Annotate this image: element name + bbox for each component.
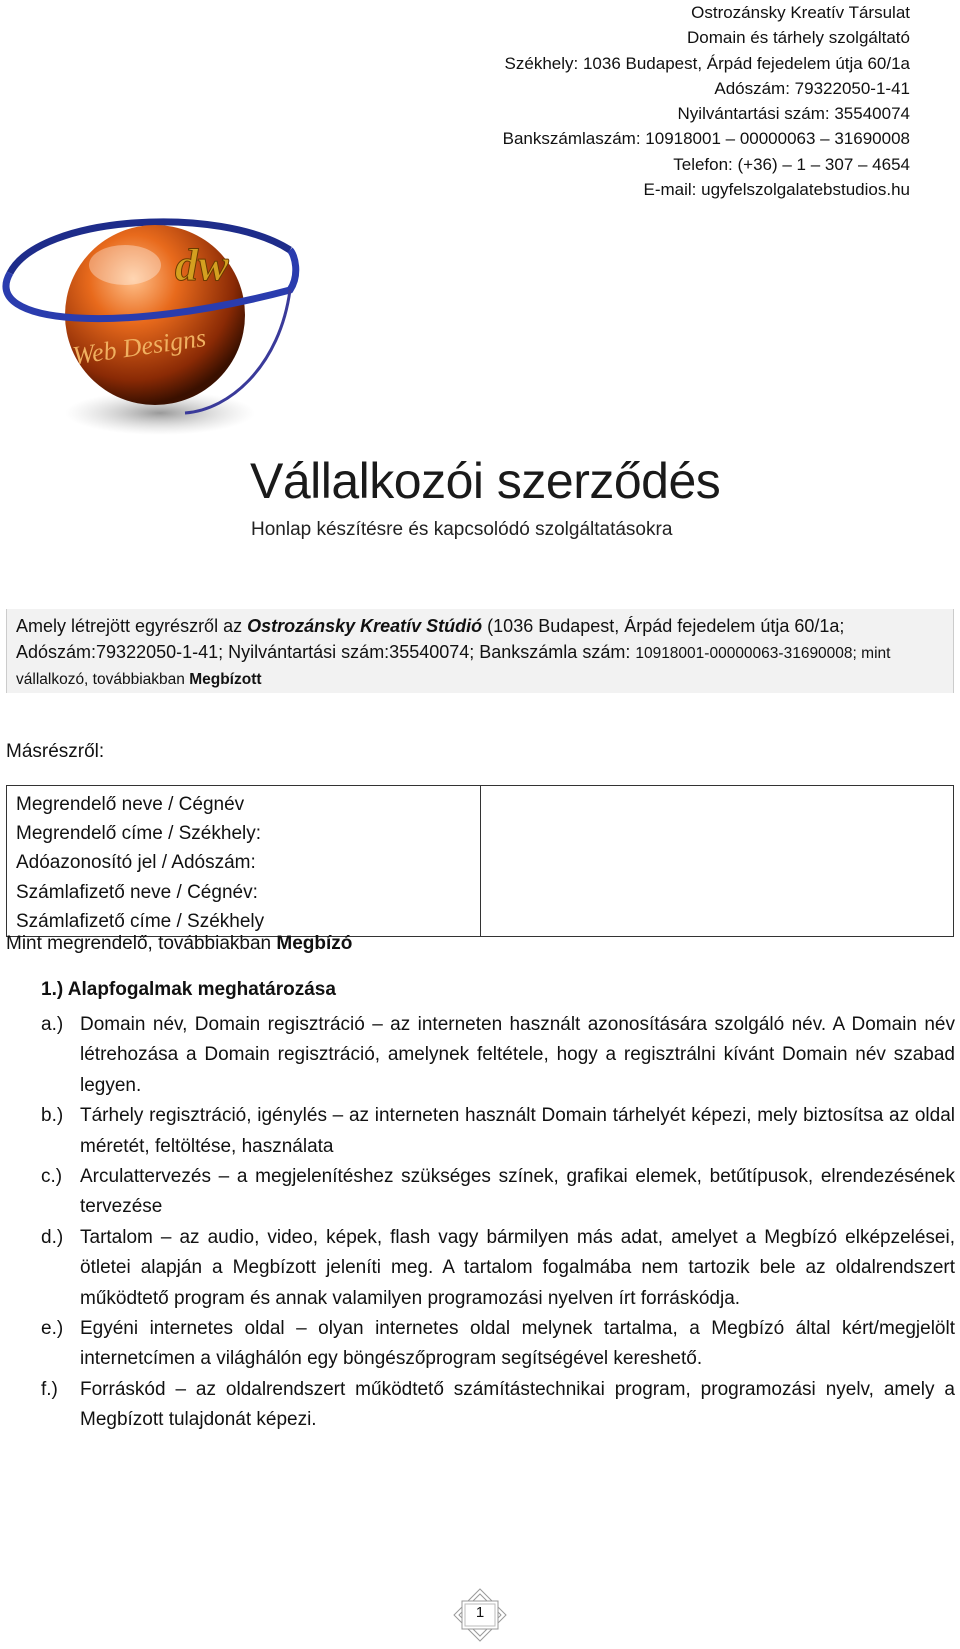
document-title: Vállalkozói szerződés [250, 453, 721, 509]
header-line: Bankszámlaszám: 10918001 – 00000063 – 31690008 [502, 129, 910, 149]
intro-prefix: Amely létrejött egyrészről az [16, 616, 248, 636]
list-item [41, 1162, 955, 1223]
header-line: Ostrozánsky Kreatív Társulat [691, 3, 910, 22]
header-line: Adószám: 79322050-1-41 [714, 78, 910, 98]
logo-letters: dw [175, 239, 229, 290]
intro-role: Megbízott [189, 671, 262, 688]
list-item [41, 1375, 955, 1436]
company-header [503, 0, 910, 202]
intro-details: (1036 Budapest, Árpád fejedelem útja 60/1a; Adószám:79322050-1-41; Nyilvántartási szám:35540074; Bankszámla szám: [16, 616, 845, 662]
logo-highlight [89, 245, 161, 285]
item-marker: a.) [41, 1014, 64, 1035]
header-line: E-mail: ugyfelszolgalatebstudios.hu [643, 180, 910, 200]
intro-account: 10918001-00000063-31690008; mint vállalkozó, továbbiakban [16, 644, 891, 688]
item-text: Forráskód – az oldalrendszert működtető számítástechnikai program, programozási nyelv, amely a Megbízott tulajdonát képezi. [80, 1378, 955, 1431]
item-text: Egyéni internetes oldal – olyan internetes oldal melynek tartalma, a Megbízó által kért/megjelölt internetcímen a világhálón egy böngészőprogram segítségével kereshető. [80, 1318, 955, 1370]
field-label: Megrendelő címe / Székhely: [16, 823, 262, 845]
company-logo [0, 195, 320, 445]
list-item [41, 1010, 955, 1101]
item-marker: d.) [41, 1226, 64, 1248]
client-role-prefix: Mint megrendelő, továbbiakban [6, 933, 277, 954]
field-label: Számlafizető címe / Székhely [16, 910, 265, 932]
header-line: Nyilvántartási szám: 35540074 [677, 104, 910, 124]
definitions-list [41, 1010, 955, 1436]
item-marker: b.) [41, 1105, 64, 1127]
client-role: Megbízó [276, 933, 353, 954]
section-heading: 1.) Alapfogalmak meghatározása [41, 979, 336, 1000]
header-line: Székhely: 1036 Budapest, Árpád fejedelem útja 60/1a [504, 53, 910, 73]
list-item [41, 1101, 955, 1162]
field-label: Megrendelő neve / Cégnév [16, 794, 245, 815]
item-text: Tartalom – az audio, video, képek, flash vagy bármilyen más adat, amelyet a Megbízó elképzelései, ötletei alapján a Megbízott jeleníti meg. A tartalom fogalmába nem tartozik bele az oldalrendszert működtető program és annak valamilyen programozási nyelven írt forráskódja. [80, 1226, 955, 1309]
field-label: Adóazonosító jel / Adószám: [16, 852, 256, 874]
item-marker: c.) [41, 1166, 63, 1188]
client-field-values[interactable] [481, 786, 954, 937]
item-text: Arculattervezés – a megjelenítéshez szükséges színek, grafikai elemek, betűtípusok, elrendezésének tervezése [80, 1166, 955, 1218]
header-line: Domain és tárhely szolgáltató [686, 28, 910, 48]
header-line: Telefon: (+36) – 1 – 307 – 4654 [673, 154, 910, 174]
page-number: 1 [475, 1604, 485, 1621]
document-subtitle: Honlap készítésre és kapcsolódó szolgáltatásokra [251, 519, 673, 540]
item-text: Domain név, Domain regisztráció – az interneten használt azonosítására szolgáló név. A Domain név létrehozása a Domain regisztráció, amelynek feltétele, hogy a regisztrálni kívánt Domain név szabad legyen. [80, 1014, 955, 1096]
client-details-table [6, 785, 954, 937]
page-number-badge [450, 1587, 510, 1643]
client-role-line [6, 933, 352, 955]
list-item [41, 1223, 955, 1314]
logo-wordmark: Web Designs [70, 322, 208, 371]
item-marker: e.) [41, 1318, 64, 1340]
field-label: Számlafizető neve / Cégnév: [16, 881, 258, 903]
contractor-intro [6, 609, 954, 693]
intro-company: Ostrozánsky Kreatív Stúdió [247, 616, 483, 636]
item-marker: f.) [41, 1378, 58, 1400]
other-party-label: Másrészről: [6, 741, 105, 762]
client-field-labels [7, 786, 481, 937]
item-text: Tárhely regisztráció, igénylés – az interneten használt Domain tárhelyét képezi, mely biztosítsa az oldal méretét, feltöltése, használata [80, 1105, 955, 1157]
list-item [41, 1314, 955, 1375]
